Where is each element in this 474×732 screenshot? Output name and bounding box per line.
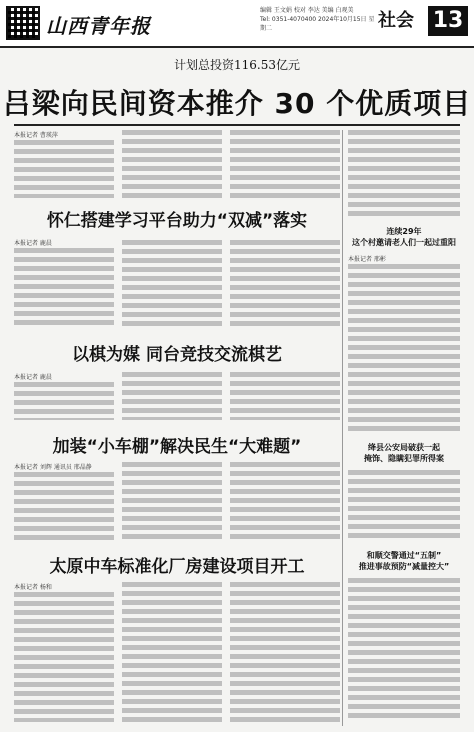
issue-meta xyxy=(260,6,380,33)
lead-body-col-4 xyxy=(348,130,460,218)
story-title-1: 怀仁搭建学习平台助力“双减”落实 xyxy=(46,211,308,231)
paper-name: 山西青年报 xyxy=(46,14,151,38)
qr-code-icon xyxy=(6,6,40,40)
sidebar-title-1-line-1: 连续29年 xyxy=(386,227,422,236)
sidebar-title-2 xyxy=(348,442,460,464)
lead-body-col-2 xyxy=(122,130,222,198)
story-1-col-2 xyxy=(122,240,222,326)
sidebar-1-body xyxy=(348,264,460,432)
story-1-col-1 xyxy=(14,248,114,326)
lead-body-col-3 xyxy=(230,130,340,198)
story-4-col-2 xyxy=(122,582,222,722)
sidebar-title-2-line-2: 掩饰、隐瞒犯罪所得案 xyxy=(364,454,444,463)
sidebar-byline-1: 本报记者 邢彬 xyxy=(348,256,386,263)
story-3-col-2 xyxy=(122,462,222,540)
story-2-col-1 xyxy=(14,382,114,420)
story-title-2: 以棋为媒 同台竞技交流棋艺 xyxy=(72,345,282,365)
lead-byline: 本报记者 曹瑛萍 xyxy=(14,132,58,139)
story-title-3: 加装“小车棚”解决民生“大难题” xyxy=(52,437,302,457)
story-3-col-1 xyxy=(14,472,114,540)
sidebar-title-3-line-1: 和顺交警通过“五制” xyxy=(366,551,442,560)
story-byline-3: 本报记者 刘辉 通讯员 邢晶静 xyxy=(14,464,92,471)
sidebar-title-1-line-2: 这个村邀请老人们一起过重阳 xyxy=(352,238,456,247)
lead-headline: 吕梁向民间资本推介 30 个优质项目 xyxy=(2,87,472,120)
meta-line-1: 编辑 王文娟 校对 李达 美编 白观美 xyxy=(260,7,354,14)
page-number: 13 xyxy=(428,6,468,36)
sidebar-2-body xyxy=(348,470,460,538)
headline-rule xyxy=(14,124,460,126)
column-divider xyxy=(342,130,343,726)
lead-body-col-1 xyxy=(14,140,114,198)
sidebar-title-3-line-2: 推进事故预防“减量控大” xyxy=(358,562,450,571)
sidebar-title-3 xyxy=(348,550,460,572)
sidebar-title-2-line-1: 绛县公安局破获一起 xyxy=(368,443,440,452)
story-3-col-3 xyxy=(230,462,340,540)
sidebar-title-1 xyxy=(348,226,460,248)
story-2-col-3 xyxy=(230,372,340,420)
story-byline-1: 本报记者 鹿晨 xyxy=(14,240,52,247)
lead-kicker: 计划总投资116.53亿元 xyxy=(174,58,300,72)
story-2-col-2 xyxy=(122,372,222,420)
story-4-col-3 xyxy=(230,582,340,722)
masthead xyxy=(0,0,474,48)
story-byline-2: 本报记者 鹿晨 xyxy=(14,374,52,381)
story-byline-4: 本报记者 杨和 xyxy=(14,584,52,591)
sidebar-3-body xyxy=(348,578,460,722)
story-4-col-1 xyxy=(14,592,114,722)
section-name: 社会 xyxy=(378,10,414,31)
story-1-col-3 xyxy=(230,240,340,326)
meta-line-2: Tel: 0351-4070400 2024年10月15日 星期二 xyxy=(260,16,375,32)
story-title-4: 太原中车标准化厂房建设项目开工 xyxy=(49,557,305,577)
